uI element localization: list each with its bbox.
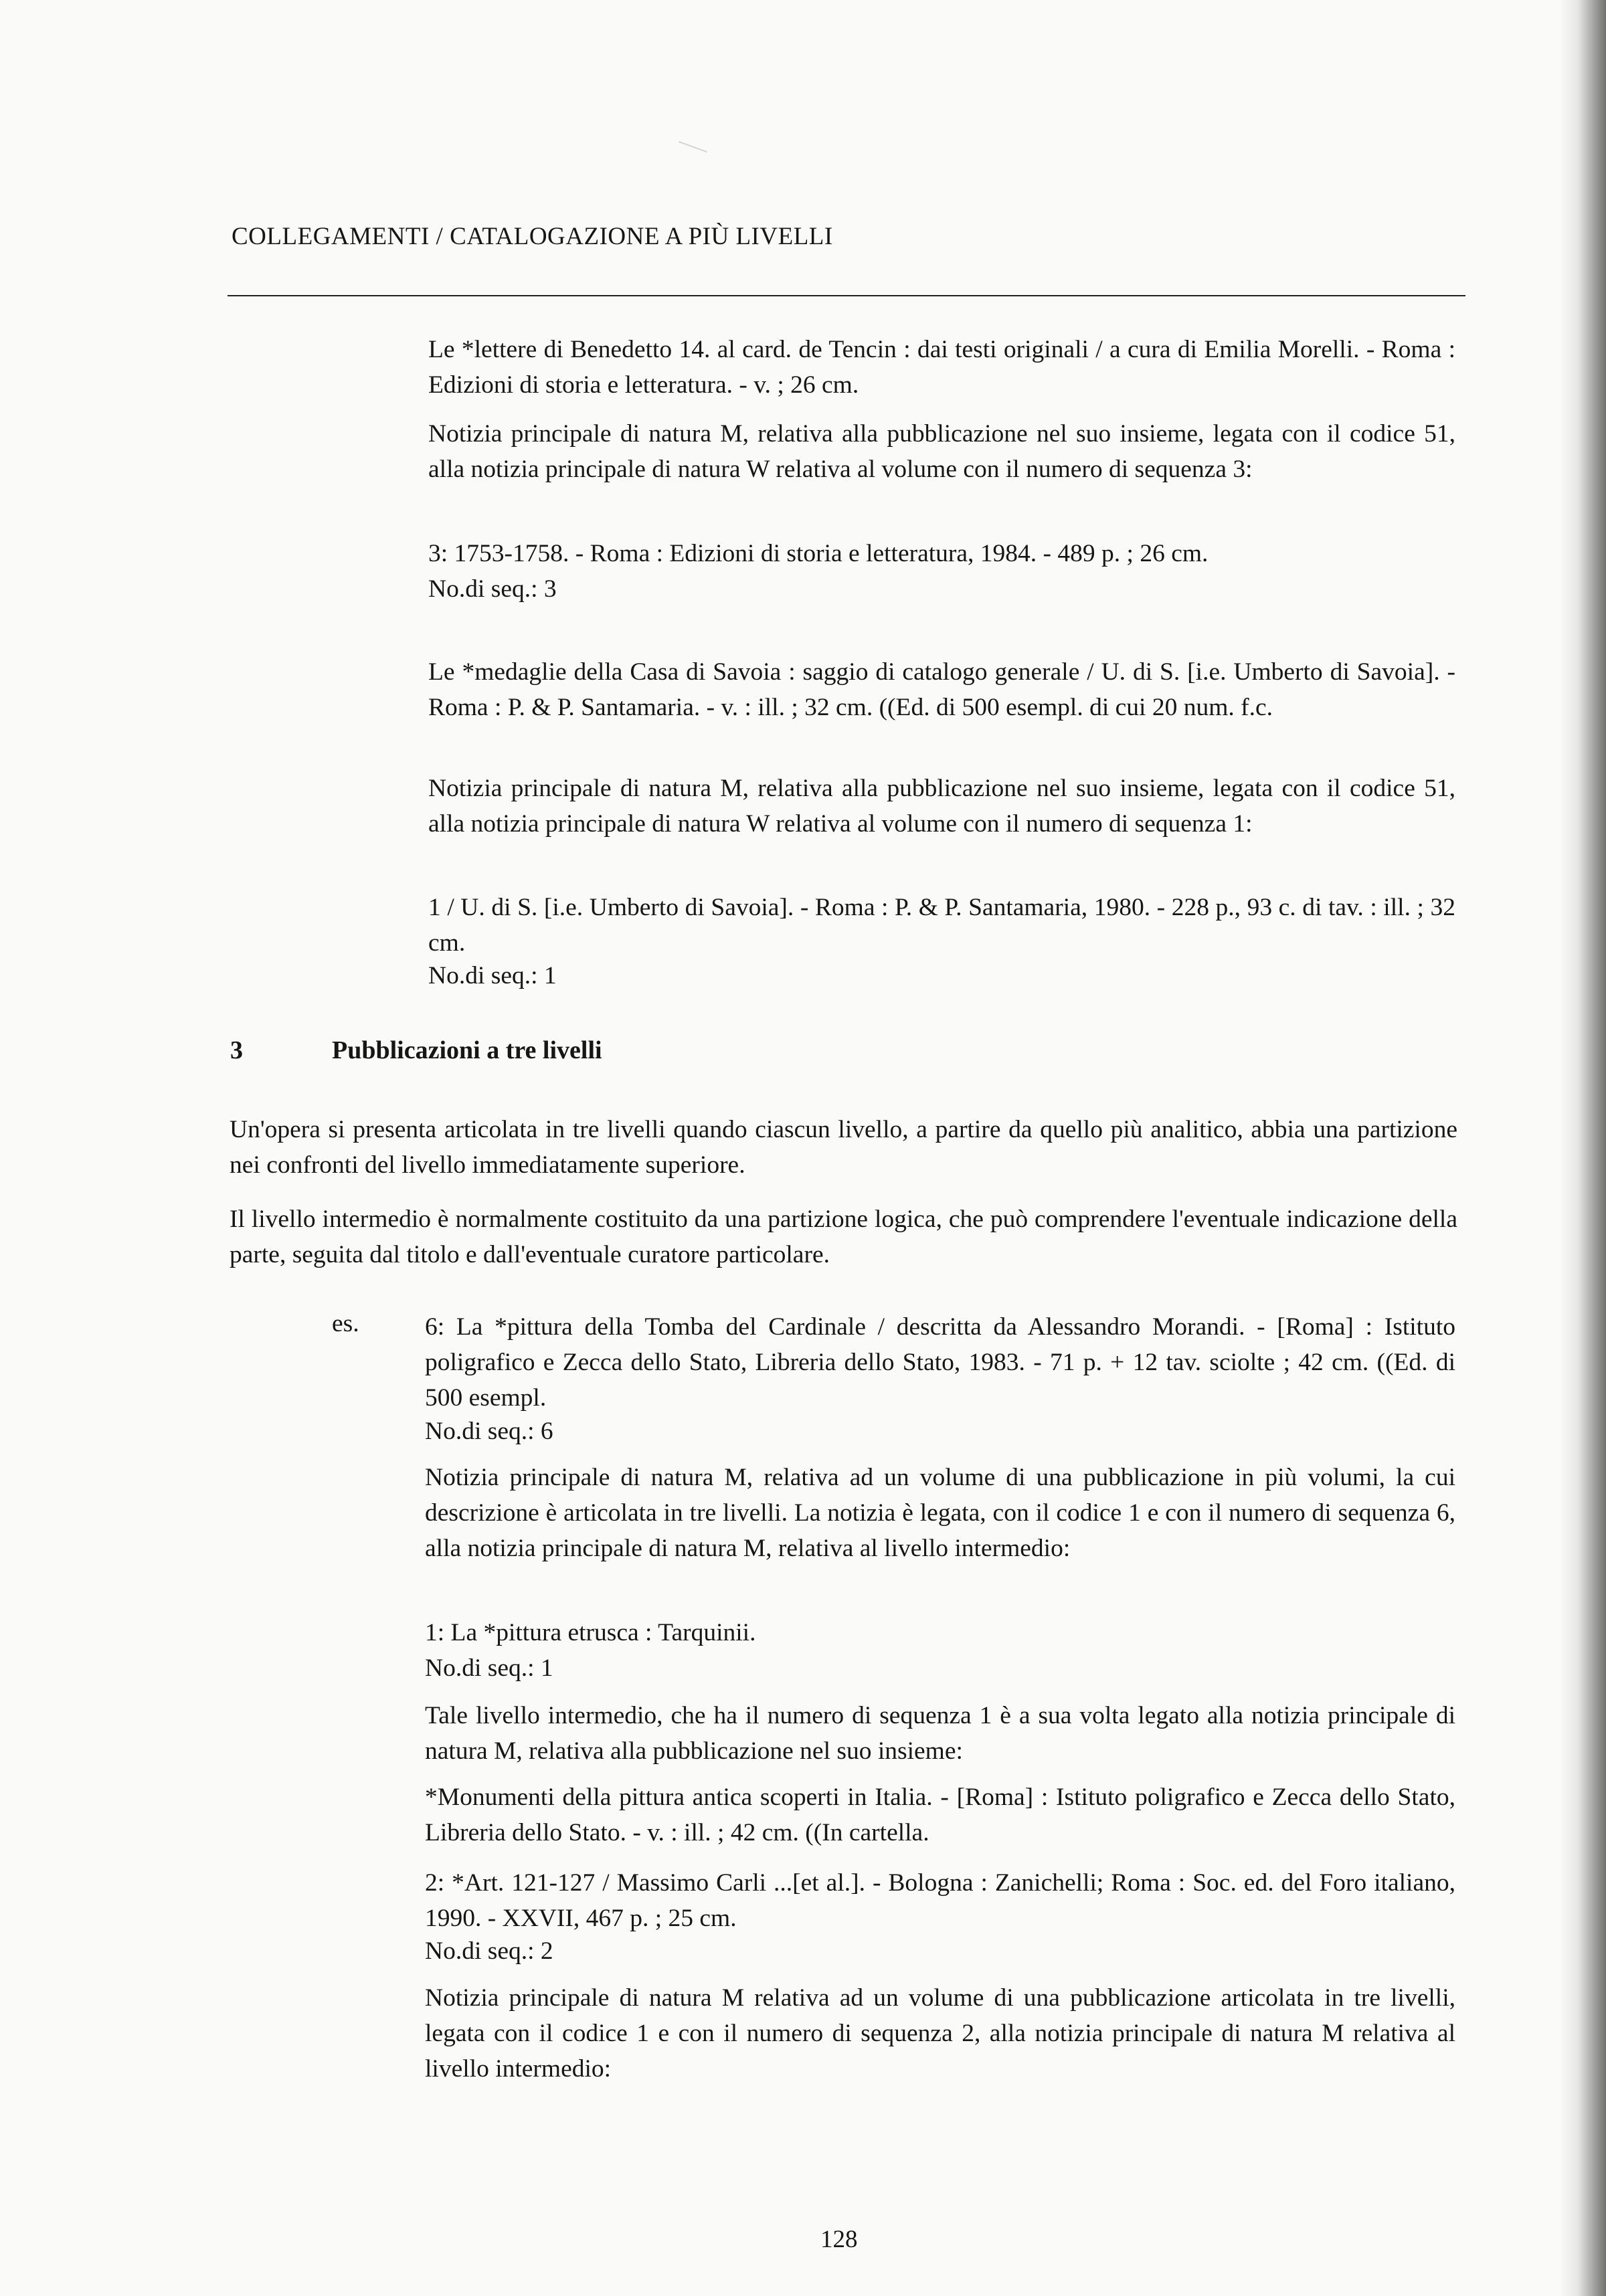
example-1-seq: No.di seq.: 3	[428, 575, 557, 603]
record-1: 1: La *pittura etrusca : Tarquinii.	[425, 1619, 756, 1646]
page-edge-shadow	[1559, 0, 1606, 2296]
section-title: Pubblicazioni a tre livelli	[332, 1036, 602, 1064]
section-paragraph-2: Il livello intermedio è normalmente costituito da una partizione logica, che può comprendere l'eventuale indicazione della parte, seguita dal titolo e dall'eventuale curatore particolare.	[230, 1206, 1457, 1268]
example-1-record: Le *lettere di Benedetto 14. al card. de Tencin : dai testi originali / a cura di Emilia Morelli. - Roma : Edizioni di storia e letteratura. - v. ; 26 cm.	[428, 336, 1455, 399]
record-6: 6: La *pittura della Tomba del Cardinale / descritta da Alessandro Morandi. - [Roma] : Istituto poligrafico e Zecca dello Stato, Libreria dello Stato, 1983. - 71 p. + 12 tav. sciolte ; 42 cm. ((Ed. di 500 esempl.	[425, 1313, 1455, 1412]
section-number: 3	[230, 1036, 243, 1064]
seq-6: No.di seq.: 6	[425, 1418, 553, 1445]
record-top-level: *Monumenti della pittura antica scoperti in Italia. - [Roma] : Istituto poligrafico e Zecca dello Stato, Libreria dello Stato. - v. : ill. ; 42 cm. ((In cartella.	[425, 1784, 1455, 1846]
section-paragraph-1: Un'opera si presenta articolata in tre livelli quando ciascun livello, a partire da quello più analitico, abbia una partizione nei confronti del livello immediatamente superiore.	[230, 1116, 1457, 1179]
seq-2: No.di seq.: 2	[425, 1937, 553, 1965]
example-label: es.	[332, 1310, 359, 1337]
example-2-record: Le *medaglie della Casa di Savoia : saggio di catalogo generale / U. di S. [i.e. Umberto di Savoia]. - Roma : P. & P. Santamaria. - v. : ill. ; 32 cm. ((Ed. di 500 esempl. di cui 20 num. f.c.	[428, 658, 1455, 721]
note-2: Notizia principale di natura M relativa ad un volume di una pubblicazione articolata in tre livelli, legata con il codice 1 e con il numero di sequenza 2, alla notizia principale di natura M relativa al livello intermedio:	[425, 1984, 1455, 2083]
note-6: Notizia principale di natura M, relativa ad un volume di una pubblicazione in più volumi, la cui descrizione è articolata in tre livelli. La notizia è legata, con il codice 1 e con il numero di sequenza 6, alla notizia principale di natura M, relativa al livello intermedio:	[425, 1464, 1455, 1562]
show-through-mark	[675, 141, 707, 164]
header-rule	[228, 295, 1465, 296]
example-1-note: Notizia principale di natura M, relativa alla pubblicazione nel suo insieme, legata con il codice 51, alla notizia principale di natura W relativa al volume con il numero di sequenza 3:	[428, 420, 1455, 483]
example-1-volume: 3: 1753-1758. - Roma : Edizioni di storia e letteratura, 1984. - 489 p. ; 26 cm.	[428, 540, 1209, 567]
record-2: 2: *Art. 121-127 / Massimo Carli ...[et al.]. - Bologna : Zanichelli; Roma : Soc. ed. del Foro italiano, 1990. - XXVII, 467 p. ; 25 cm.	[425, 1869, 1455, 1932]
note-1: Tale livello intermedio, che ha il numero di sequenza 1 è a sua volta legato alla notizia principale di natura M, relativa alla pubblicazione nel suo insieme:	[425, 1702, 1455, 1765]
page-number: 128	[820, 2226, 858, 2253]
seq-1: No.di seq.: 1	[425, 1654, 553, 1682]
example-2-note: Notizia principale di natura M, relativa alla pubblicazione nel suo insieme, legata con il codice 51, alla notizia principale di natura W relativa al volume con il numero di sequenza 1:	[428, 775, 1455, 838]
running-head: COLLEGAMENTI / CATALOGAZIONE A PIÙ LIVELLI	[232, 223, 833, 250]
example-2-volume: 1 / U. di S. [i.e. Umberto di Savoia]. - Roma : P. & P. Santamaria, 1980. - 228 p., 93 c. di tav. : ill. ; 32 cm.	[428, 894, 1455, 957]
example-2-seq: No.di seq.: 1	[428, 962, 557, 989]
